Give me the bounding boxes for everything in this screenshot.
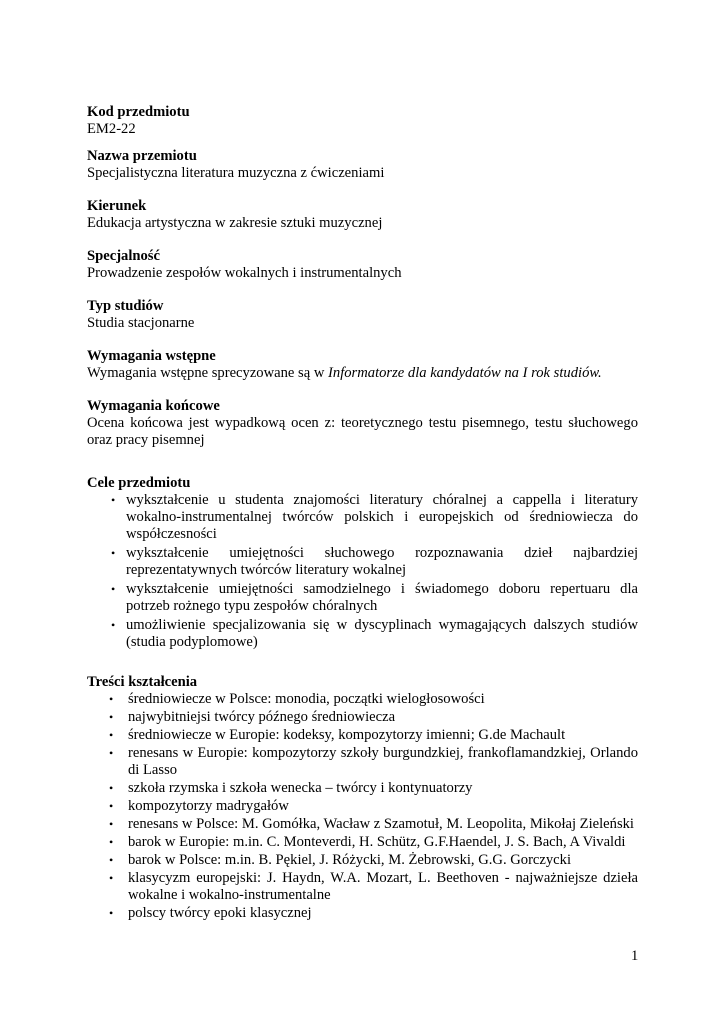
bullet-icon: • (109, 853, 114, 867)
list-item (87, 545, 638, 579)
section-value: Edukacja artystyczna w zakresie sztuki muzycznej (87, 215, 383, 231)
section-nazwa (87, 148, 638, 182)
section-value: EM2-22 (87, 121, 136, 137)
list-item (87, 617, 638, 651)
section-wymagania-koncowe (87, 398, 638, 449)
section-typ (87, 298, 638, 332)
section-heading: Wymagania końcowe (87, 398, 220, 414)
bullet-icon: • (109, 906, 114, 920)
list-item-text: kompozytorzy madrygałów (128, 798, 289, 814)
section-heading: Treści kształcenia (87, 674, 198, 690)
value-italic-text: Informatorze dla kandydatów na I rok studiów. (328, 365, 602, 381)
section-cele (87, 475, 638, 651)
list-item-text: wykształcenie umiejętności samodzielnego i świadomego doboru repertuaru dla potrzeb rożnego typu zespołów chóralnych (126, 581, 638, 614)
list-item-text: polscy twórcy epoki klasycznej (128, 905, 312, 921)
list-item-text: renesans w Europie: kompozytorzy szkoły burgundzkiej, frankoflamandzkiej, Orlando di Lasso (128, 745, 638, 778)
section-heading: Wymagania wstępne (87, 348, 216, 364)
list-item (87, 492, 638, 543)
section-value: Ocena końcowa jest wypadkową ocen z: teoretycznego testu pisemnego, testu słuchowego oraz pracy pisemnej (87, 415, 638, 448)
list-item-text: średniowiecze w Polsce: monodia, początki wielogłosowości (128, 691, 485, 707)
bullet-icon: • (109, 799, 114, 813)
section-kierunek (87, 198, 638, 232)
goals-list (87, 492, 638, 651)
list-item (87, 709, 638, 726)
section-heading: Nazwa przemiotu (87, 148, 197, 164)
list-item (87, 780, 638, 797)
list-item-text: wykształcenie u studenta znajomości literatury chóralnej a cappella i literatury wokalno-instrumentalnej twórców polskich i europejskich od średniowiecza do współczesności (126, 492, 638, 542)
section-value (87, 365, 638, 382)
list-item-text: średniowiecze w Europie: kodeksy, kompozytorzy imienni; G.de Machault (128, 727, 566, 743)
section-heading: Kierunek (87, 198, 147, 214)
bullet-icon: • (111, 582, 116, 596)
value-text: Wymagania wstępne sprecyzowane są w (87, 365, 329, 381)
section-specjalnosc (87, 248, 638, 282)
section-heading: Typ studiów (87, 298, 164, 314)
list-item-text: barok w Polsce: m.in. B. Pękiel, J. Różycki, M. Żebrowski, G.G. Gorczycki (128, 852, 572, 868)
list-item (87, 745, 638, 779)
list-item-text: szkoła rzymska i szkoła wenecka – twórcy i kontynuatorzy (128, 780, 473, 796)
section-value: Specjalistyczna literatura muzyczna z ćwiczeniami (87, 165, 385, 181)
list-item (87, 816, 638, 833)
bullet-icon: • (109, 871, 114, 885)
bullet-icon: • (111, 618, 116, 632)
content-list (87, 691, 638, 922)
list-item (87, 852, 638, 869)
list-item (87, 798, 638, 815)
list-item-text: barok w Europie: m.in. C. Monteverdi, H. Schütz, G.F.Haendel, J. S. Bach, A Vivaldi (128, 834, 626, 850)
list-item (87, 870, 638, 904)
list-item (87, 581, 638, 615)
bullet-icon: • (111, 493, 116, 507)
list-item (87, 905, 638, 922)
list-item-text: wykształcenie umiejętności słuchowego rozpoznawania dzieł najbardziej reprezentatywnych twórców literatury wokalnej (126, 545, 638, 578)
bullet-icon: • (109, 817, 114, 831)
section-wymagania-wstepne (87, 348, 638, 382)
document-page (87, 104, 638, 923)
section-heading: Kod przedmiotu (87, 104, 190, 120)
list-item-text: renesans w Polsce: M. Gomółka, Wacław z Szamotuł, M. Leopolita, Mikołaj Zieleński (128, 816, 634, 832)
bullet-icon: • (109, 781, 114, 795)
bullet-icon: • (109, 835, 114, 849)
page-number: 1 (631, 948, 639, 964)
bullet-icon: • (109, 746, 114, 760)
bullet-icon: • (109, 710, 114, 724)
list-item (87, 691, 638, 708)
bullet-icon: • (109, 692, 114, 706)
section-heading: Specjalność (87, 248, 160, 264)
bullet-icon: • (109, 728, 114, 742)
list-item-text: najwybitniejsi twórcy późnego średniowiecza (128, 709, 396, 725)
section-kod (87, 104, 638, 138)
list-item-text: umożliwienie specjalizowania się w dyscyplinach wymagających dalszych studiów (studia podyplomowe) (126, 617, 638, 650)
section-value: Prowadzenie zespołów wokalnych i instrumentalnych (87, 265, 402, 281)
section-value: Studia stacjonarne (87, 315, 195, 331)
section-heading: Cele przedmiotu (87, 475, 191, 491)
list-item (87, 727, 638, 744)
section-tresci (87, 674, 638, 922)
bullet-icon: • (111, 546, 116, 560)
list-item-text: klasycyzm europejski: J. Haydn, W.A. Mozart, L. Beethoven - najważniejsze dzieła wokalne i wokalno-instrumentalne (128, 870, 638, 903)
list-item (87, 834, 638, 851)
